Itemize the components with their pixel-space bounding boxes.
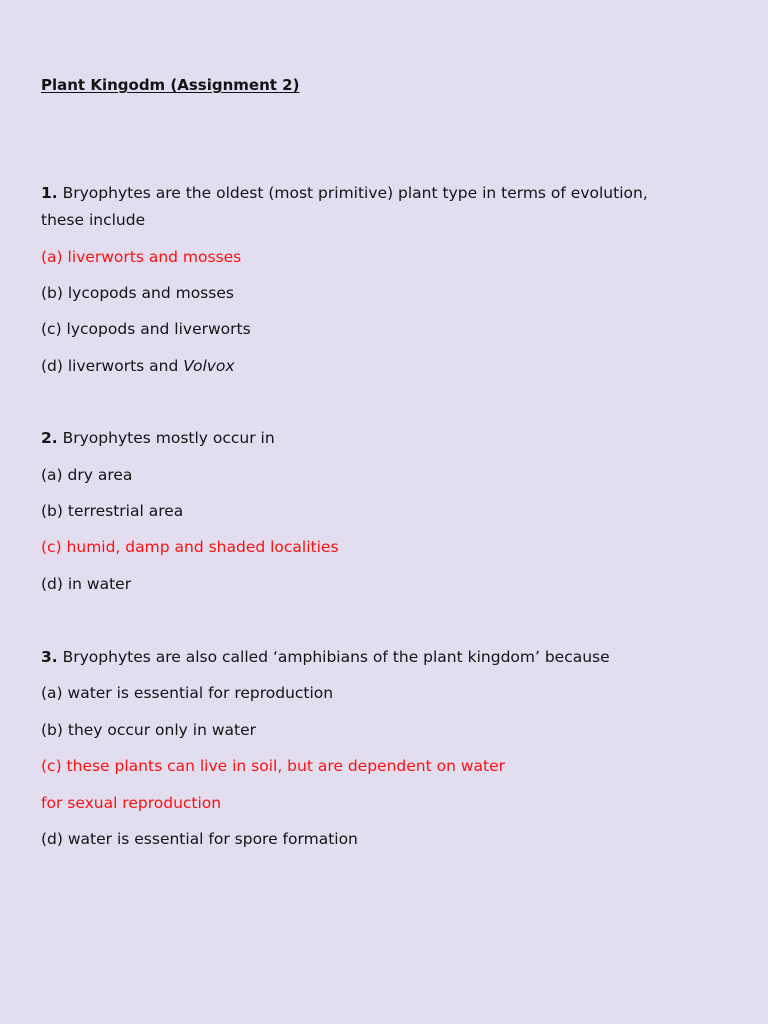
question-3-stem [41, 647, 610, 667]
question-3-option-a: (a) water is essential for reproduction [41, 684, 334, 702]
question-2-number: 2. [41, 429, 58, 447]
page-title: Plant Kingodm (Assignment 2) [41, 76, 300, 94]
question-1-option-d-italic: Volvox [183, 357, 235, 375]
question-2-stem [41, 428, 275, 448]
question-2-stem-text: Bryophytes mostly occur in [62, 429, 275, 447]
question-1-stem-line-2: these include [41, 211, 146, 229]
question-3-number: 3. [41, 648, 58, 666]
question-1-option-c: (c) lycopods and liverworts [41, 320, 251, 338]
question-1-number: 1. [41, 184, 58, 202]
question-2-option-a: (a) dry area [41, 466, 133, 484]
question-3-stem-text: Bryophytes are also called ‘amphibians of the plant kingdom’ because [62, 648, 610, 666]
question-1-option-a: (a) liverworts and mosses [41, 248, 242, 266]
question-3-option-d: (d) water is essential for spore formation [41, 830, 358, 848]
question-3-option-c-line-1: (c) these plants can live in soil, but are dependent on water [41, 757, 506, 775]
question-1-stem-line-1 [41, 183, 648, 203]
question-1-option-d-prefix: (d) liverworts and [41, 357, 184, 375]
question-1-option-d [41, 356, 235, 376]
question-1-option-b: (b) lycopods and mosses [41, 284, 234, 302]
question-2-option-b: (b) terrestrial area [41, 502, 184, 520]
question-3-option-b: (b) they occur only in water [41, 721, 256, 739]
question-1-stem-text: Bryophytes are the oldest (most primitive) plant type in terms of evolution, [62, 184, 648, 202]
question-2-option-d: (d) in water [41, 575, 132, 593]
question-2-option-c: (c) humid, damp and shaded localities [41, 538, 339, 556]
question-3-option-c-line-2: for sexual reproduction [41, 794, 222, 812]
